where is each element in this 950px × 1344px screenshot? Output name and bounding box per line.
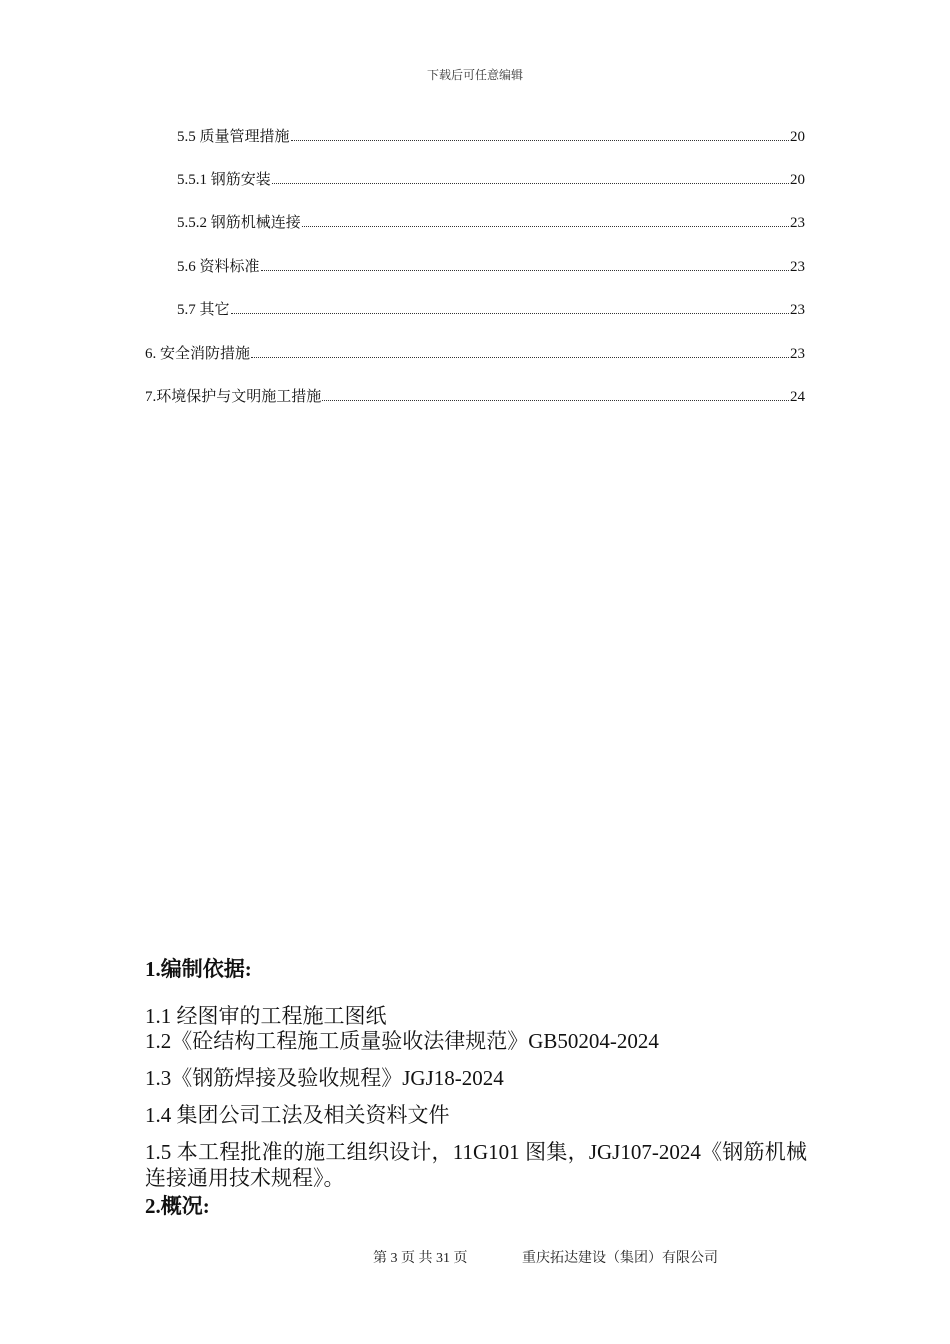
toc-entry-title: 7.环境保护与文明施工措施 — [145, 389, 322, 405]
toc-entry[interactable] — [177, 257, 805, 277]
section-heading-1: 1.编制依据: — [145, 957, 252, 981]
page-number: 第 3 页 共 31 页 — [373, 1251, 468, 1266]
toc-leader-dots — [251, 356, 789, 358]
basis-item: 1.4 集团公司工法及相关资料文件 — [145, 1103, 450, 1127]
basis-item: 1.5 本工程批准的施工组织设计，11G101 图集，JGJ107-2024《钢筋机械连接通用技术规程》。 — [145, 1140, 807, 1190]
toc-entry-page: 23 — [790, 259, 805, 275]
basis-item: 1.1 经图审的工程施工图纸 — [145, 1004, 387, 1028]
toc-entry[interactable] — [145, 344, 805, 364]
toc-entry-page: 23 — [790, 302, 805, 318]
toc-leader-dots — [261, 269, 789, 271]
basis-item: 1.2《砼结构工程施工质量验收法律规范》GB50204-2024 — [145, 1029, 659, 1053]
toc-leader-dots — [291, 139, 789, 141]
toc-entry-page: 20 — [790, 129, 805, 145]
toc-entry-title: 6. 安全消防措施 — [145, 346, 251, 362]
toc-entry[interactable] — [177, 300, 805, 320]
toc-leader-dots — [272, 182, 789, 184]
toc-entry-page: 23 — [790, 346, 805, 362]
toc-entry[interactable] — [177, 213, 805, 233]
toc-leader-dots — [231, 312, 789, 314]
toc-entry-title: 5.5.2 钢筋机械连接 — [177, 215, 301, 231]
page-header: 下载后可任意编辑 — [426, 68, 523, 82]
toc-leader-dots — [302, 225, 789, 227]
toc-entry[interactable] — [177, 170, 805, 190]
toc-entry-page: 23 — [790, 215, 805, 231]
toc-entry-title: 5.5.1 钢筋安装 — [177, 172, 271, 188]
toc-entry-page: 24 — [790, 389, 805, 405]
toc-entry[interactable] — [177, 127, 805, 147]
company-name: 重庆拓达建设（集团）有限公司 — [522, 1251, 718, 1266]
toc-entry-title: 5.5 质量管理措施 — [177, 129, 290, 145]
toc-entry[interactable] — [145, 387, 805, 407]
toc-entry-title: 5.6 资料标准 — [177, 259, 260, 275]
toc-leader-dots — [322, 399, 789, 401]
toc-entry-title: 5.7 其它 — [177, 302, 230, 318]
basis-item: 1.3《钢筋焊接及验收规程》JGJ18-2024 — [145, 1066, 504, 1090]
section-heading-2: 2.概况: — [145, 1194, 210, 1218]
toc-entry-page: 20 — [790, 172, 805, 188]
